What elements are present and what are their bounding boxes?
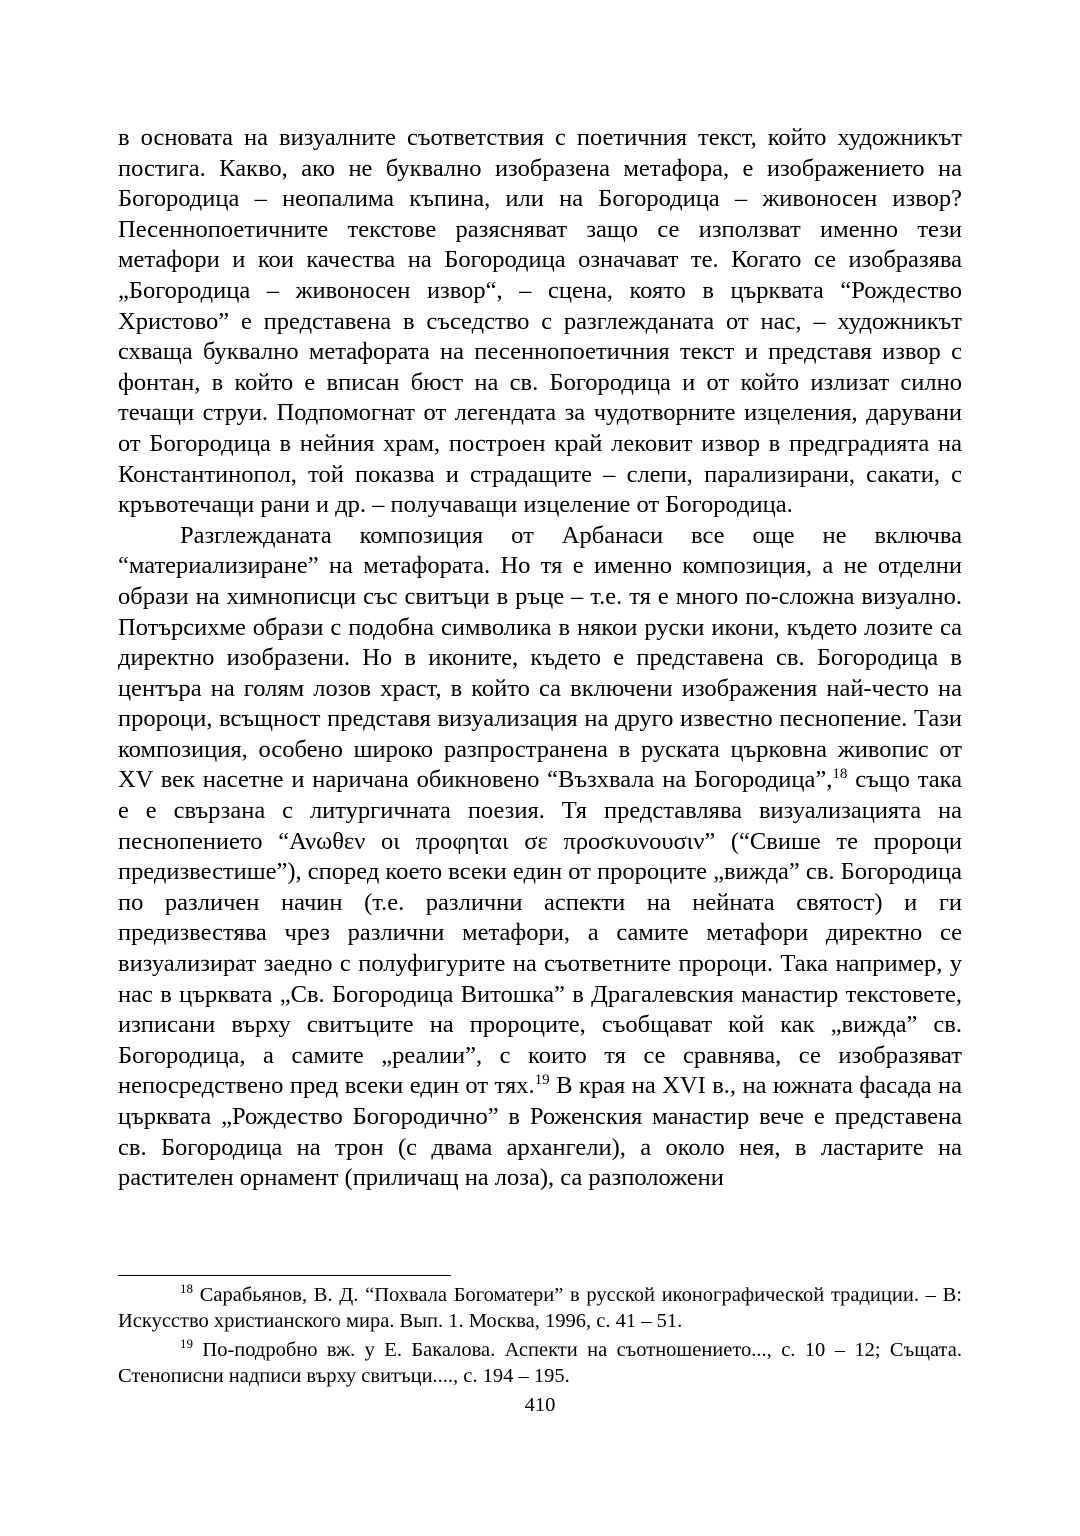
footnote-text: По-подробно вж. у Е. Бакалова. Аспекти на съотношението..., с. 10 – 12; Същата. Стенописни надписи върху свитъци...., с. 194 – 195. [118,1339,962,1387]
paragraph-1-text: в основата на визуалните съответствия с поетичния текст, който художникът постига. Какво, ако не буквално изобразена метафора, е изображението на Богородица – неопалима къпина, или на Богородица – живоносен извор? Песеннопоетичните текстове разясняват защо се използват именно тези метафори и кои качества на Богородица означават те. Когато се изобразява „Богородица – живоносен извор“, – сцена, която в църквата “Рождество Христово” е представена в съседство с разглежданата от нас, – художникът схваща буквално метафората на песеннопоетичния текст и представя извор с фонтан, в който е вписан бюст на св. Богородица и от който излизат силно течащи струи. Подпомогнат от легендата за чудотворните изцеления, дарувани от Богородица в нейния храм, построен край лековит извор в предградията на Константинопол, той показва и страдащите – слепи, парализирани, сакати, с кръвотечащи рани и др. – получаващи изцеление от Богородица. [118,124,962,519]
footnote-19 [118,1338,962,1389]
footnote-text: Сарабьянов, В. Д. “Похвала Богоматери” в русской иконографической традиции. – В: Искусство христианского мира. Вып. 1. Москва, 1996, с. 41 – 51. [118,1284,962,1332]
page-number: 410 [524,1394,556,1416]
footnote-18 [118,1283,962,1334]
paragraph-1 [118,123,962,521]
paragraph-2-part-2: също така е е свързана с литургичната поезия. Тя представлява визуализацията на песнопението “Ανωθεν οι προφηται σε προσκυνουσιν” (“Свише те пророци предизвестише”), според което всеки един от пророците „вижда” св. Богородица по различен начин (т.е. различни аспекти на нейната святост) и ги предизвестява чрез различни метафори, а самите метафори директно се визуализират заедно с полуфигурите на съответните пророци. Така например, у нас в църквата „Св. Богородица Витошка” в Драгалевския манастир текстовете, изписани върху свитъците на пророците, съобщават кой как „вижда” св. Богородица, а самите „реалии”, с които тя се сравнява, се изобразяват непосредствено пред всеки един от тях. [118,766,963,1100]
paragraph-2-part-1: Разглежданата композиция от Арбанаси все още не включва “материализиране” на метафората. Но тя е именно композиция, а не отделни образи на химнописци със свитъци в ръце – т.е. тя е много по-сложна визуално. Потърсихме образи с подобна символика в някои руски икони, където лозите са директно изобразени. Но в иконите, където е представена св. Богородица в центъра на голям лозов храст, в който са включени изображения най-често на пророци, всъщност представя визуализация на друго известно песнопение. Тази композиция, особено широко разпространена в руската църковна живопис от XV век насетне и наричана обикновено “Възхвала на Богородица”, [118,521,962,794]
main-text [118,123,962,1194]
paragraph-2 [118,521,962,1194]
paragraph-2-part-3: В края на XVI в., на южната фасада на църквата „Рождество Богородично” в Роженския манастир вече е представена св. Богородица на трон (с двама архангели), а около нея, в ластарите на растителен орнамент (приличащ на лоза), са разположени [118,1072,962,1192]
footnote-number: 19 [180,1336,193,1351]
footnotes [118,1283,962,1393]
footnote-ref-19[interactable]: 19 [534,1072,550,1089]
footnote-separator [118,1275,451,1276]
footnote-ref-18[interactable]: 18 [832,766,848,783]
footnote-number: 18 [180,1281,193,1296]
